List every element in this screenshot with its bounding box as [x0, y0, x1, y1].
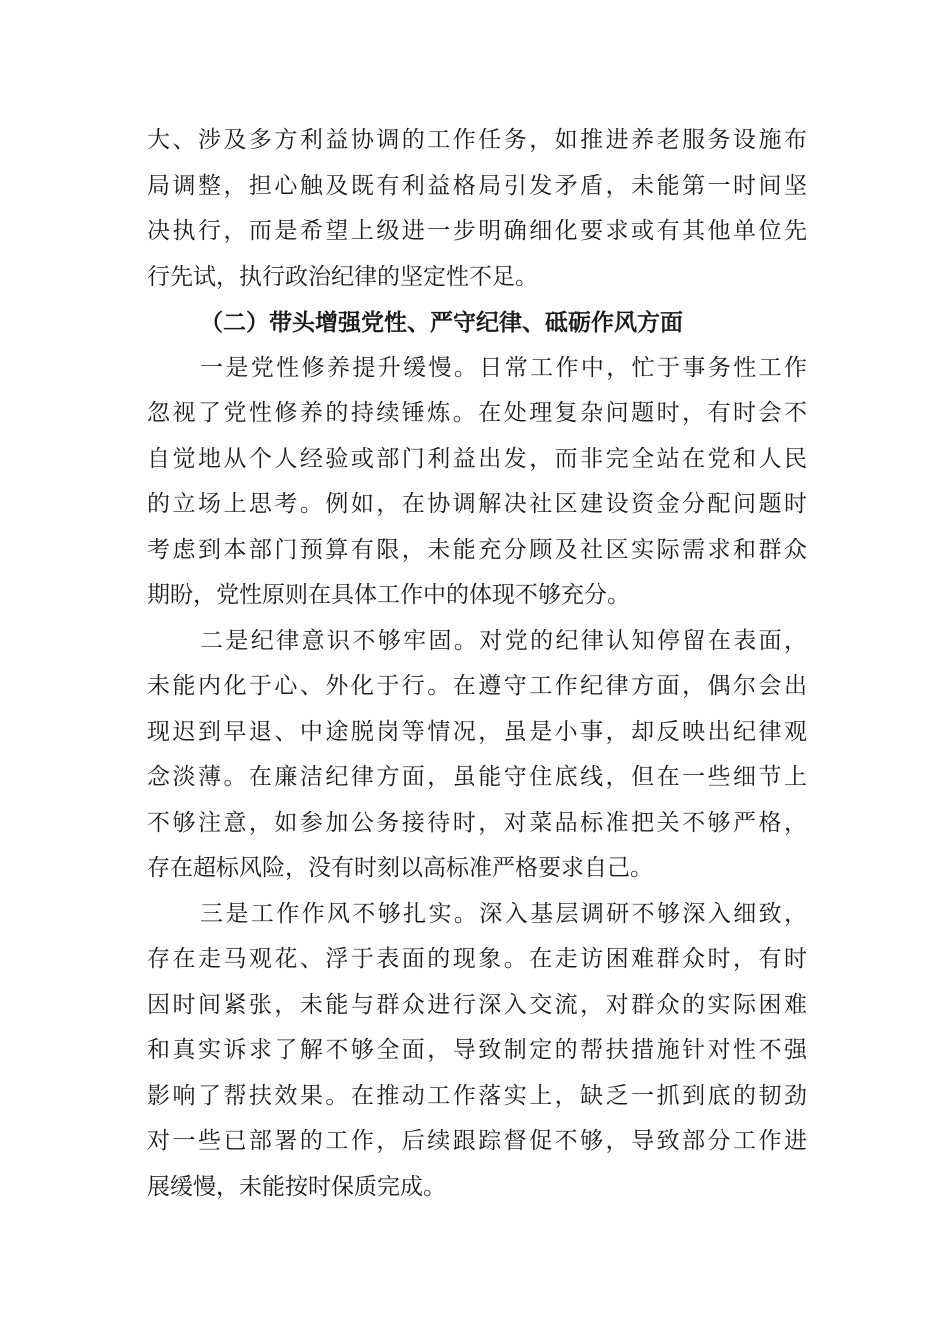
text-line: 存在走马观花、浮于表面的现象。在走访困难群众时，有时: [147, 946, 807, 972]
text-line: 的立场上思考。例如，在协调解决社区建设资金分配问题时: [147, 491, 807, 517]
text-line: 存在超标风险，没有时刻以高标准严格要求自己。: [147, 855, 653, 881]
document-body: [147, 118, 807, 1210]
text-line: 展缓慢，未能按时保质完成。: [147, 1173, 446, 1200]
text-line: 因时间紧张，未能与群众进行深入交流，对群众的实际困难: [147, 991, 807, 1018]
text-line: 大、涉及多方利益协调的工作任务，如推进养老服务设施布: [147, 127, 807, 153]
text-line: 自觉地从个人经验或部门利益出发，而非完全站在党和人民: [147, 445, 807, 472]
text-line: 对一些已部署的工作，后续跟踪督促不够，导致部分工作进: [147, 1128, 807, 1154]
text-line: 决执行，而是希望上级进一步明确细化要求或有其他单位先: [147, 218, 807, 244]
text-line: 和真实诉求了解不够全面，导致制定的帮扶措施针对性不强: [147, 1037, 807, 1063]
text-line: 影响了帮扶效果。在推动工作落实上，缺乏一抓到底的韧劲: [147, 1082, 807, 1109]
paragraph-first-line: 二是纪律意识不够牢固。对党的纪律认知停留在表面，: [200, 627, 807, 654]
section-heading: （二）带头增强党性、严守纪律、砥砺作风方面: [200, 309, 683, 336]
text-line: 现迟到早退、中途脱岗等情况，虽是小事，却反映出纪律观: [147, 718, 807, 745]
text-line: 考虑到本部门预算有限，未能充分顾及社区实际需求和群众: [147, 536, 807, 563]
text-line: 未能内化于心、外化于行。在遵守工作纪律方面，偶尔会出: [147, 673, 807, 699]
text-line: 不够注意，如参加公务接待时，对菜品标准把关不够严格，: [147, 809, 807, 836]
text-line: 局调整，担心触及既有利益格局引发矛盾，未能第一时间坚: [147, 172, 807, 199]
text-line: 念淡薄。在廉洁纪律方面，虽能守住底线，但在一些细节上: [147, 764, 807, 790]
text-line: 期盼，党性原则在具体工作中的体现不够充分。: [147, 582, 630, 608]
text-line: 忽视了党性修养的持续锤炼。在处理复杂问题时，有时会不: [147, 400, 807, 426]
paragraph-first-line: 一是党性修养提升缓慢。日常工作中，忙于事务性工作: [200, 354, 807, 381]
text-line: 行先试，执行政治纪律的坚定性不足。: [147, 263, 538, 290]
paragraph-first-line: 三是工作作风不够扎实。深入基层调研不够深入细致，: [200, 900, 807, 927]
